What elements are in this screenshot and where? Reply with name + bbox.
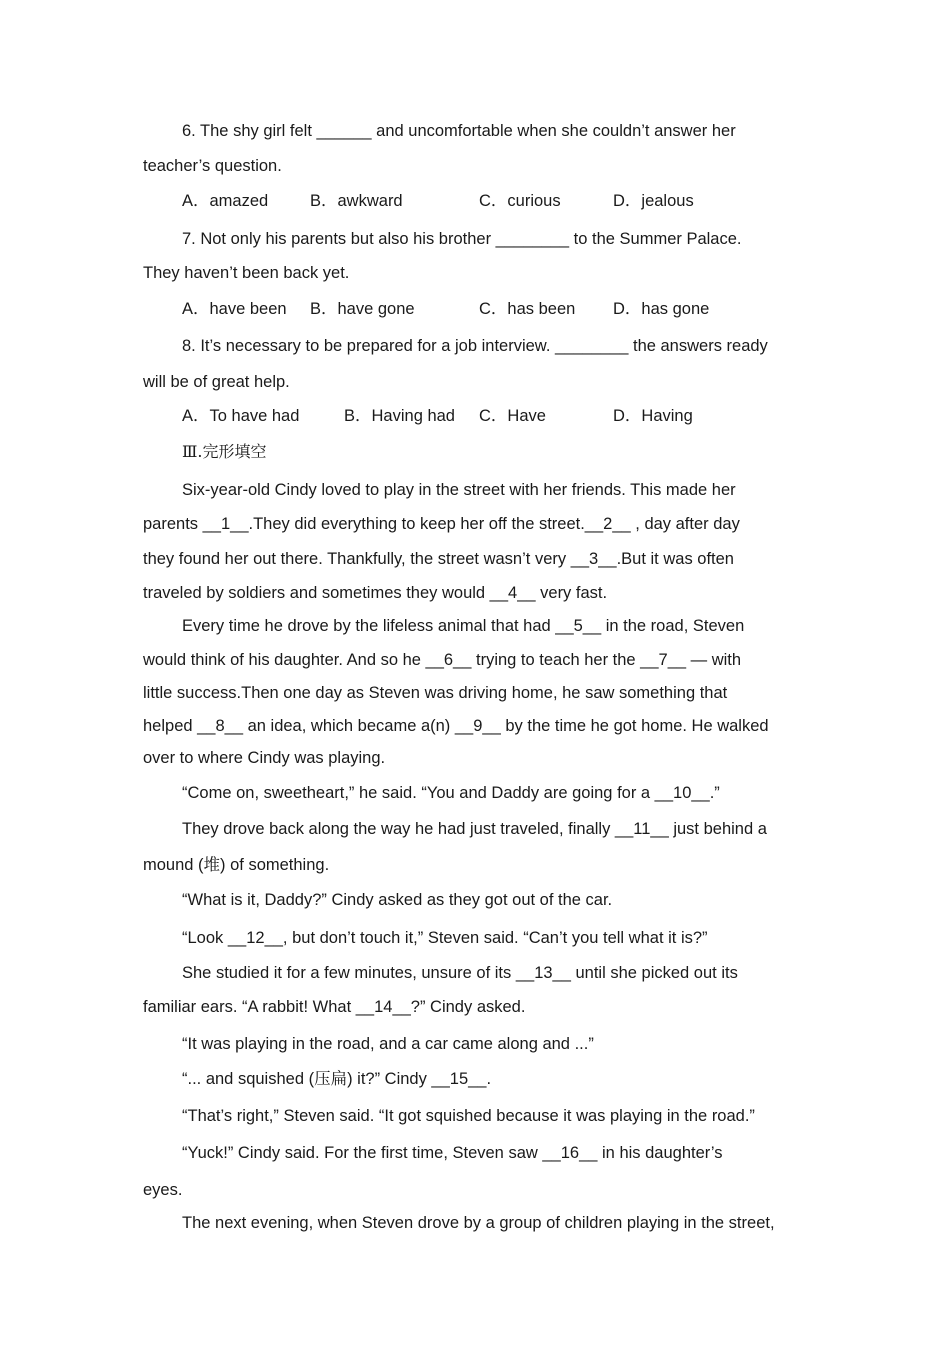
q6-stem-line2: teacher’s question. (143, 157, 282, 175)
q8-option-b: B．Having had (344, 407, 455, 425)
passage-line: little success.Then one day as Steven was driving home, he saw something that (143, 684, 728, 702)
q8-option-a: A．To have had (182, 407, 300, 425)
section-title: Ⅲ.完形填空 (182, 442, 267, 461)
passage-line: eyes. (143, 1181, 183, 1199)
passage-line: traveled by soldiers and sometimes they would __4__ very fast. (143, 584, 608, 602)
q6-option-a: A．amazed (182, 192, 269, 210)
passage-line: they found her out there. Thankfully, the street wasn’t very __3__.But it was often (143, 550, 734, 568)
q6-option-c: C．curious (479, 192, 561, 210)
q8-option-d: D．Having (613, 407, 693, 425)
passage-line: They drove back along the way he had just traveled, finally __11__ just behind a (182, 820, 767, 838)
passage-line: “Come on, sweetheart,” he said. “You and Daddy are going for a __10__.” (182, 784, 720, 802)
passage-line: parents __1__.They did everything to keep her off the street.__2__ , day after day (143, 515, 740, 533)
passage-line: Every time he drove by the lifeless animal that had __5__ in the road, Steven (182, 617, 745, 635)
q7-stem-line1: 7. Not only his parents but also his brother ________ to the Summer Palace. (182, 230, 742, 248)
q8-stem-line2: will be of great help. (143, 373, 290, 391)
q8-option-c: C．Have (479, 407, 546, 425)
passage-line: mound (堆) of something. (143, 856, 330, 874)
passage-line: “Yuck!” Cindy said. For the first time, Steven saw __16__ in his daughter’s (182, 1144, 723, 1162)
passage-line: “Look __12__, but don’t touch it,” Steven said. “Can’t you tell what it is?” (182, 929, 708, 947)
passage-line: helped __8__ an idea, which became a(n) __9__ by the time he got home. He walked (143, 717, 769, 735)
q7-option-d: D．has gone (613, 300, 710, 318)
q7-option-b: B．have gone (310, 300, 415, 318)
passage-line: “It was playing in the road, and a car came along and ...” (182, 1035, 594, 1053)
passage-line: familiar ears. “A rabbit! What __14__?” Cindy asked. (143, 998, 526, 1016)
q8-stem-line1: 8. It’s necessary to be prepared for a job interview. ________ the answers ready (182, 337, 768, 355)
q6-stem-line1: 6. The shy girl felt ______ and uncomfortable when she couldn’t answer her (182, 122, 736, 140)
passage-line: over to where Cindy was playing. (143, 749, 386, 767)
q7-option-c: C．has been (479, 300, 576, 318)
passage-line: Six-year-old Cindy loved to play in the street with her friends. This made her (182, 481, 736, 499)
passage-line: The next evening, when Steven drove by a group of children playing in the street, (182, 1214, 775, 1232)
passage-line: “That’s right,” Steven said. “It got squished because it was playing in the road.” (182, 1107, 755, 1125)
passage-line: “... and squished (压扁) it?” Cindy __15__. (182, 1070, 492, 1088)
passage-line: She studied it for a few minutes, unsure of its __13__ until she picked out its (182, 964, 738, 982)
q6-option-b: B．awkward (310, 192, 403, 210)
passage-line: “What is it, Daddy?” Cindy asked as they got out of the car. (182, 891, 613, 909)
q7-option-a: A．have been (182, 300, 287, 318)
q6-option-d: D．jealous (613, 192, 694, 210)
q7-stem-line2: They haven’t been back yet. (143, 264, 350, 282)
passage-line: would think of his daughter. And so he __6__ trying to teach her the __7__ — with (143, 651, 742, 669)
